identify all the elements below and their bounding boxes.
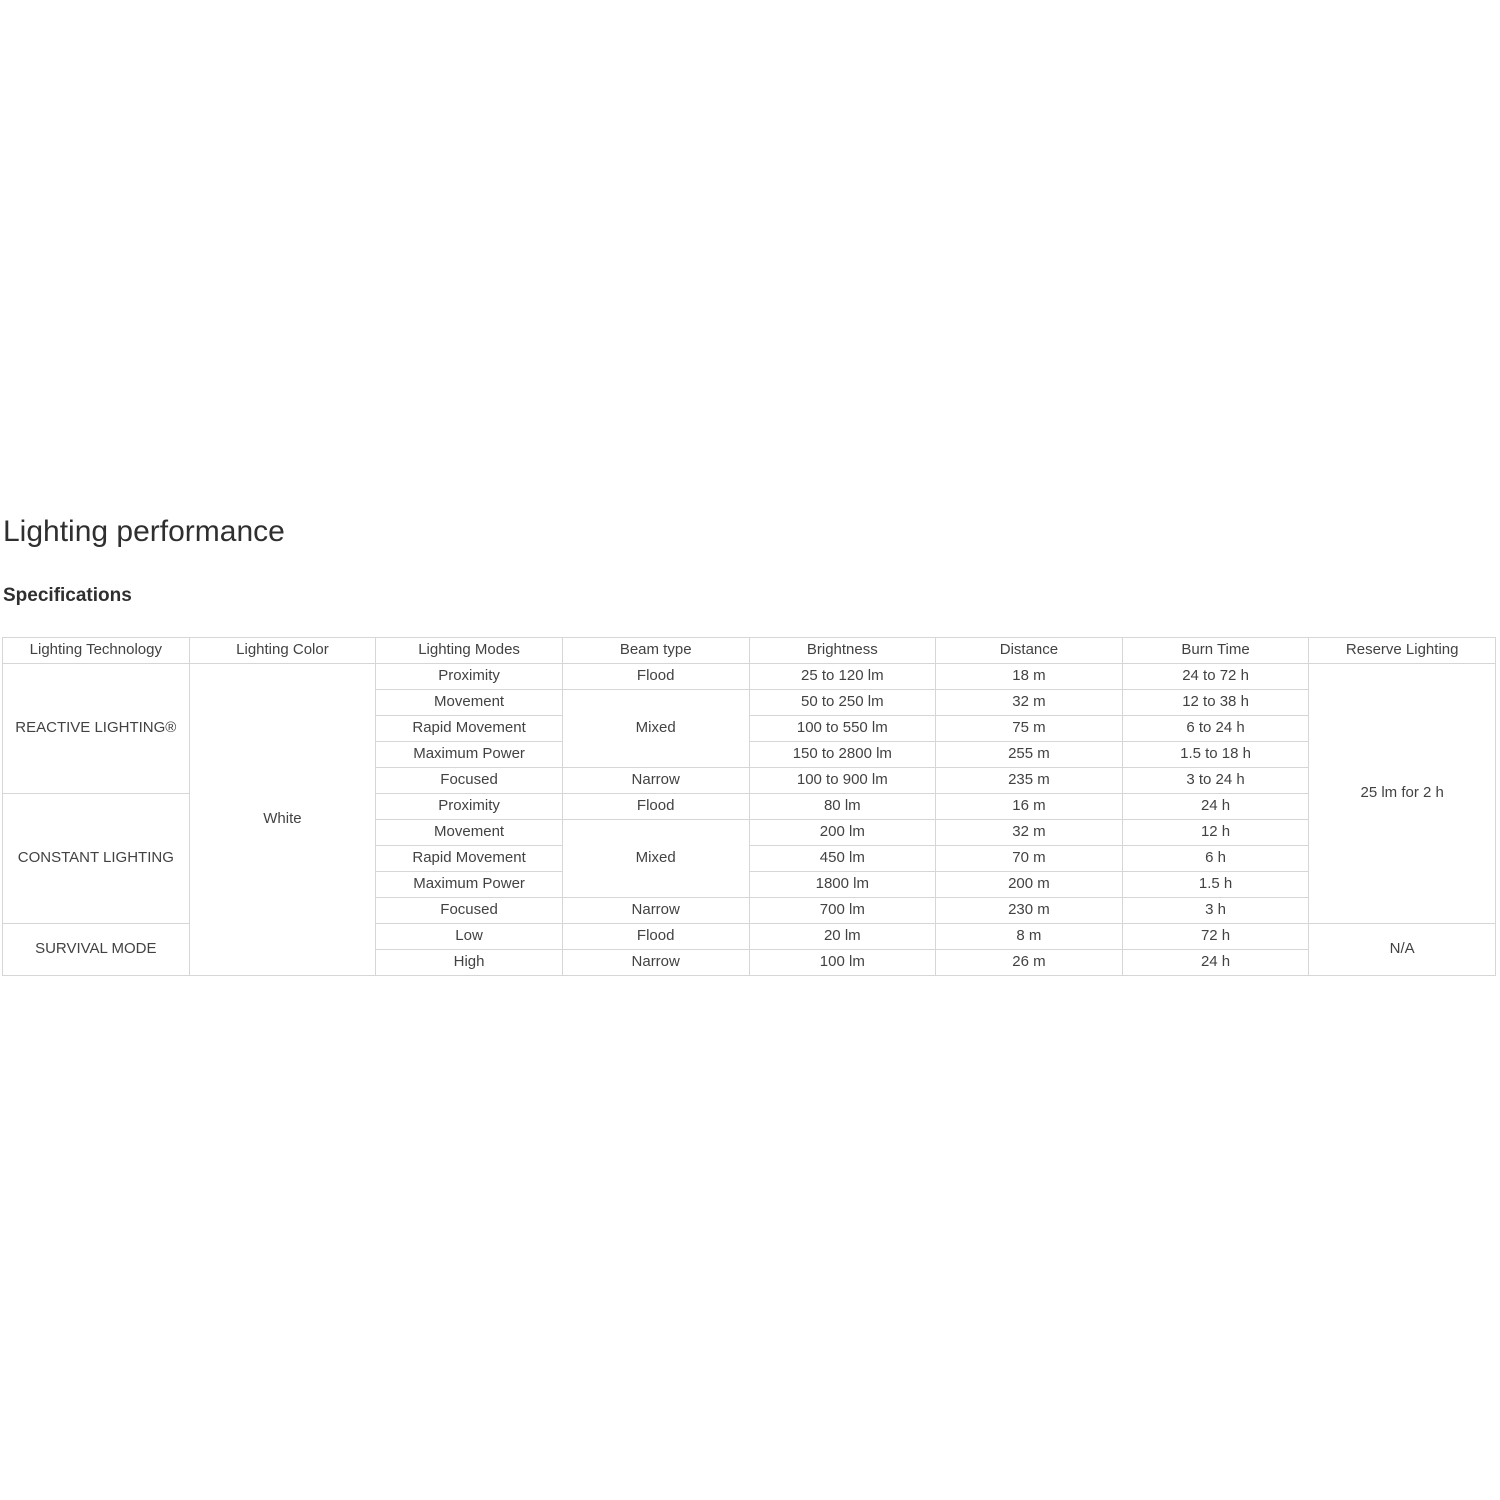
burn-time-cell: 1.5 h xyxy=(1122,872,1309,898)
burn-time-cell: 6 h xyxy=(1122,846,1309,872)
distance-cell: 235 m xyxy=(936,768,1123,794)
mode-cell: Maximum Power xyxy=(376,742,563,768)
burn-time-cell: 12 h xyxy=(1122,820,1309,846)
burn-time-cell: 3 h xyxy=(1122,898,1309,924)
brightness-cell: 80 lm xyxy=(749,794,936,820)
lighting-color-cell: White xyxy=(189,664,376,976)
brightness-cell: 150 to 2800 lm xyxy=(749,742,936,768)
burn-time-cell: 24 h xyxy=(1122,794,1309,820)
distance-cell: 75 m xyxy=(936,716,1123,742)
specifications-heading: Specifications xyxy=(3,585,132,606)
mode-cell: Focused xyxy=(376,768,563,794)
brightness-cell: 700 lm xyxy=(749,898,936,924)
mode-cell: Movement xyxy=(376,690,563,716)
mode-cell: Proximity xyxy=(376,664,563,690)
distance-cell: 200 m xyxy=(936,872,1123,898)
brightness-cell: 1800 lm xyxy=(749,872,936,898)
reserve-lighting-cell: N/A xyxy=(1309,924,1496,976)
header-burn-time: Burn Time xyxy=(1122,638,1309,664)
distance-cell: 16 m xyxy=(936,794,1123,820)
brightness-cell: 25 to 120 lm xyxy=(749,664,936,690)
mode-cell: Proximity xyxy=(376,794,563,820)
beam-cell: Flood xyxy=(562,664,749,690)
header-lighting-modes: Lighting Modes xyxy=(376,638,563,664)
brightness-cell: 100 lm xyxy=(749,950,936,976)
brightness-cell: 200 lm xyxy=(749,820,936,846)
header-beam-type: Beam type xyxy=(562,638,749,664)
mode-cell: Rapid Movement xyxy=(376,846,563,872)
beam-cell: Narrow xyxy=(562,768,749,794)
mode-cell: Maximum Power xyxy=(376,872,563,898)
technology-cell: SURVIVAL MODE xyxy=(3,924,190,976)
brightness-cell: 450 lm xyxy=(749,846,936,872)
burn-time-cell: 24 h xyxy=(1122,950,1309,976)
distance-cell: 8 m xyxy=(936,924,1123,950)
beam-cell: Mixed xyxy=(562,690,749,768)
distance-cell: 230 m xyxy=(936,898,1123,924)
brightness-cell: 100 to 900 lm xyxy=(749,768,936,794)
header-lighting-color: Lighting Color xyxy=(189,638,376,664)
header-reserve-lighting: Reserve Lighting xyxy=(1309,638,1496,664)
burn-time-cell: 1.5 to 18 h xyxy=(1122,742,1309,768)
specs-table xyxy=(2,637,1496,976)
mode-cell: Low xyxy=(376,924,563,950)
burn-time-cell: 72 h xyxy=(1122,924,1309,950)
beam-cell: Flood xyxy=(562,794,749,820)
table-row xyxy=(3,664,1496,690)
technology-cell: REACTIVE LIGHTING® xyxy=(3,664,190,794)
brightness-cell: 50 to 250 lm xyxy=(749,690,936,716)
header-row xyxy=(3,638,1496,664)
distance-cell: 70 m xyxy=(936,846,1123,872)
distance-cell: 255 m xyxy=(936,742,1123,768)
burn-time-cell: 24 to 72 h xyxy=(1122,664,1309,690)
mode-cell: High xyxy=(376,950,563,976)
distance-cell: 26 m xyxy=(936,950,1123,976)
brightness-cell: 20 lm xyxy=(749,924,936,950)
header-distance: Distance xyxy=(936,638,1123,664)
brightness-cell: 100 to 550 lm xyxy=(749,716,936,742)
beam-cell: Narrow xyxy=(562,950,749,976)
burn-time-cell: 3 to 24 h xyxy=(1122,768,1309,794)
page-title: Lighting performance xyxy=(3,515,285,548)
distance-cell: 32 m xyxy=(936,690,1123,716)
beam-cell: Flood xyxy=(562,924,749,950)
header-brightness: Brightness xyxy=(749,638,936,664)
header-lighting-technology: Lighting Technology xyxy=(3,638,190,664)
mode-cell: Focused xyxy=(376,898,563,924)
reserve-lighting-cell: 25 lm for 2 h xyxy=(1309,664,1496,924)
mode-cell: Movement xyxy=(376,820,563,846)
mode-cell: Rapid Movement xyxy=(376,716,563,742)
technology-cell: CONSTANT LIGHTING xyxy=(3,794,190,924)
beam-cell: Mixed xyxy=(562,820,749,898)
distance-cell: 18 m xyxy=(936,664,1123,690)
burn-time-cell: 12 to 38 h xyxy=(1122,690,1309,716)
distance-cell: 32 m xyxy=(936,820,1123,846)
burn-time-cell: 6 to 24 h xyxy=(1122,716,1309,742)
beam-cell: Narrow xyxy=(562,898,749,924)
